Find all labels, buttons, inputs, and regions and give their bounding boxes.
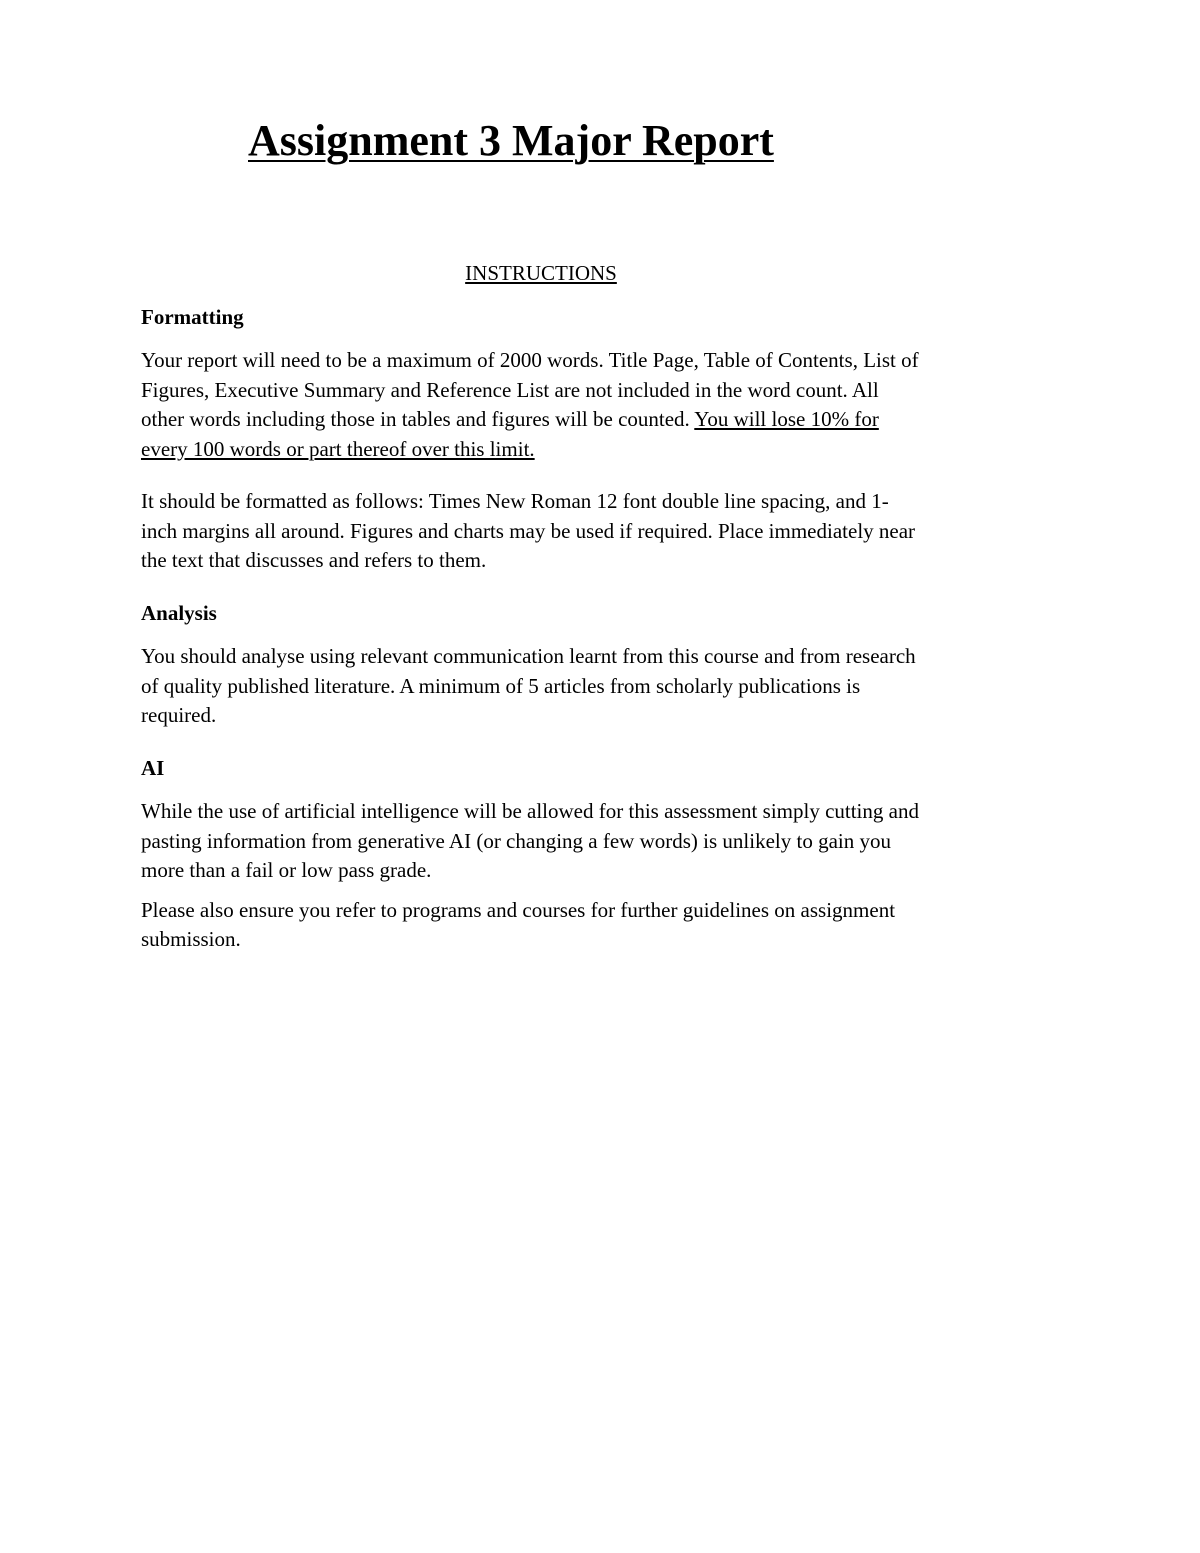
document-title: Assignment 3 Major Report <box>248 116 774 165</box>
formatting-paragraph-word-limit <box>141 346 921 464</box>
analysis-paragraph: You should analyse using relevant communication learnt from this course and from research of quality published literature. A minimum of 5 articles from scholarly publications is required. <box>141 644 916 727</box>
word-limit-text: Your report will need to be a maximum of 2000 words. Title Page, Table of Contents, List of Figures, Executive Summary and Reference List are not included in the word count. All other words including those in tables and figures will be counted. <box>141 348 919 431</box>
ai-paragraph-guidelines: Please also ensure you refer to programs and courses for further guidelines on assignment submission. <box>141 897 896 951</box>
ai-heading: AI <box>141 755 165 780</box>
document-body <box>141 259 921 978</box>
formatting-paragraph-style: It should be formatted as follows: Times New Roman 12 font double line spacing, and 1-inch margins all around. Figures and charts may be used if required. Place immediately near the text that discusses and refers to them. <box>141 489 916 572</box>
ai-paragraph-usage: While the use of artificial intelligence will be allowed for this assessment simply cutting and pasting information from generative AI (or changing a few words) is unlikely to gain you more than a fail or low pass grade. <box>141 799 919 882</box>
formatting-heading: Formatting <box>141 304 244 329</box>
analysis-heading: Analysis <box>141 600 217 625</box>
instructions-label: INSTRUCTIONS <box>465 261 617 285</box>
word-limit-penalty: You will lose 10% for every 100 words or part thereof over this limit. <box>141 407 879 461</box>
